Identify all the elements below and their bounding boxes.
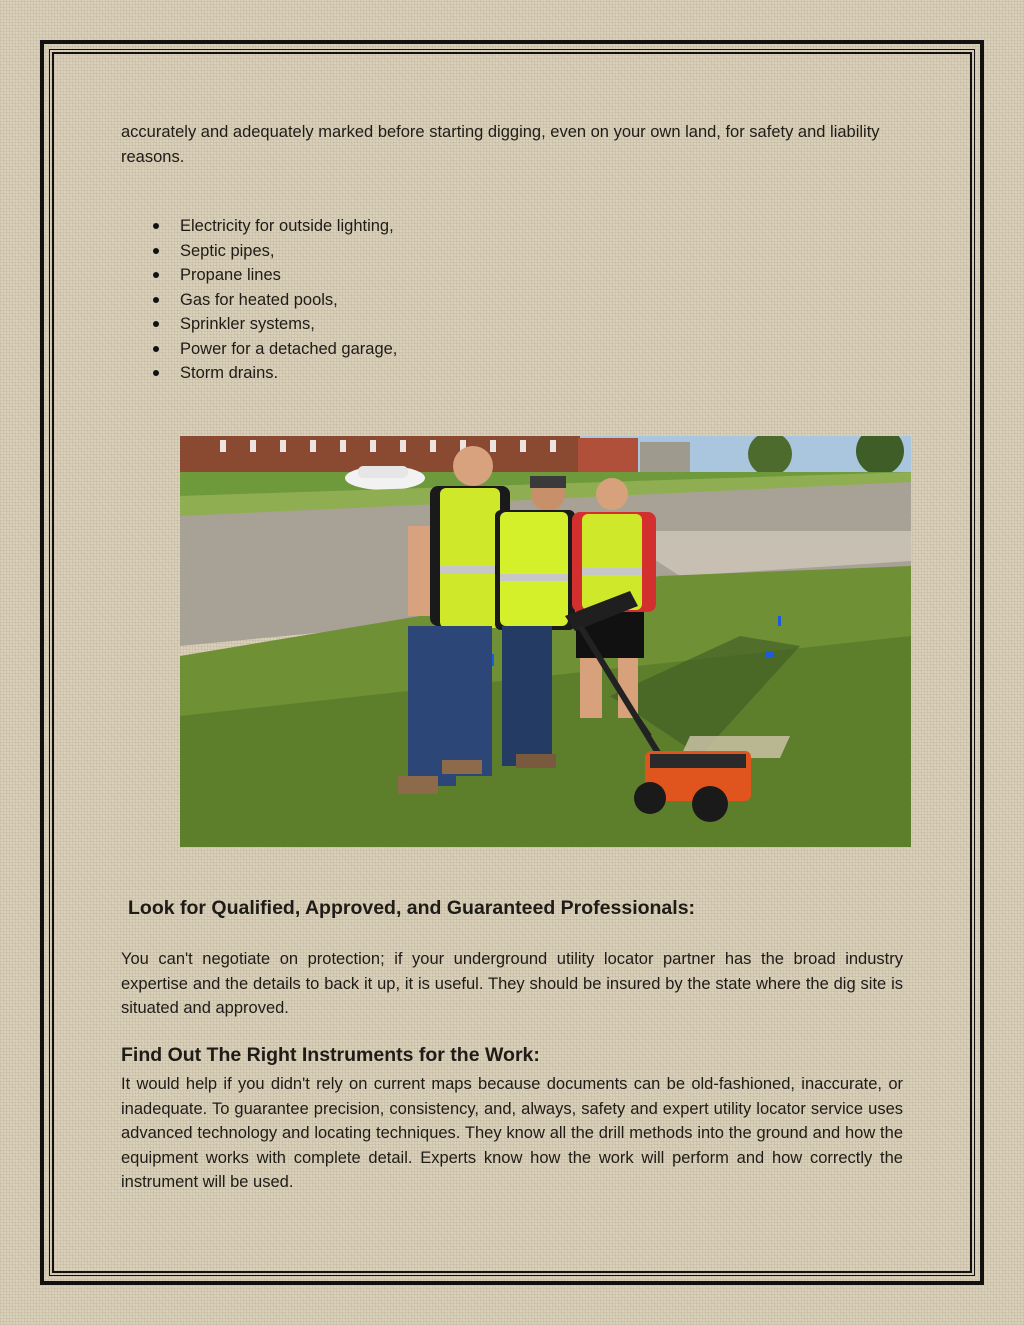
bullet-item: Electricity for outside lighting, (180, 214, 903, 239)
bullet-item: Power for a detached garage, (180, 337, 903, 362)
utility-locator-photo (180, 436, 911, 847)
section-paragraph-qualified-professionals: You can't negotiate on protection; if your underground utility locator partner has the broad industry expertise and the details to back it up, it is useful. They should be insured by the state where the dig site is situated and approved. (121, 950, 903, 1017)
bullet-item: Gas for heated pools, (180, 288, 903, 313)
utility-bullet-list (121, 214, 903, 386)
bullet-item: Propane lines (180, 263, 903, 288)
bullet-item: Storm drains. (180, 361, 903, 386)
section-heading-qualified-professionals: Look for Qualified, Approved, and Guaranteed Professionals: (128, 897, 696, 919)
section-paragraph-right-instruments: It would help if you didn't rely on current maps because documents can be old-fashioned, inaccurate, or inadequate. To guarantee precision, consistency, and, always, safety and expert utility locator service uses advanced technology and locating techniques. They know all the drill methods into the ground and how the equipment works with complete detail. Experts know how the work will perform and how correctly the instrument will be used. (121, 1075, 903, 1191)
intro-paragraph: accurately and adequately marked before starting digging, even on your own land, for safety and liability reasons. (121, 123, 880, 166)
intro-block (121, 120, 903, 386)
section-heading-right-instruments: Find Out The Right Instruments for the Work: (121, 1044, 540, 1066)
bullet-item: Septic pipes, (180, 239, 903, 264)
bullet-item: Sprinkler systems, (180, 312, 903, 337)
